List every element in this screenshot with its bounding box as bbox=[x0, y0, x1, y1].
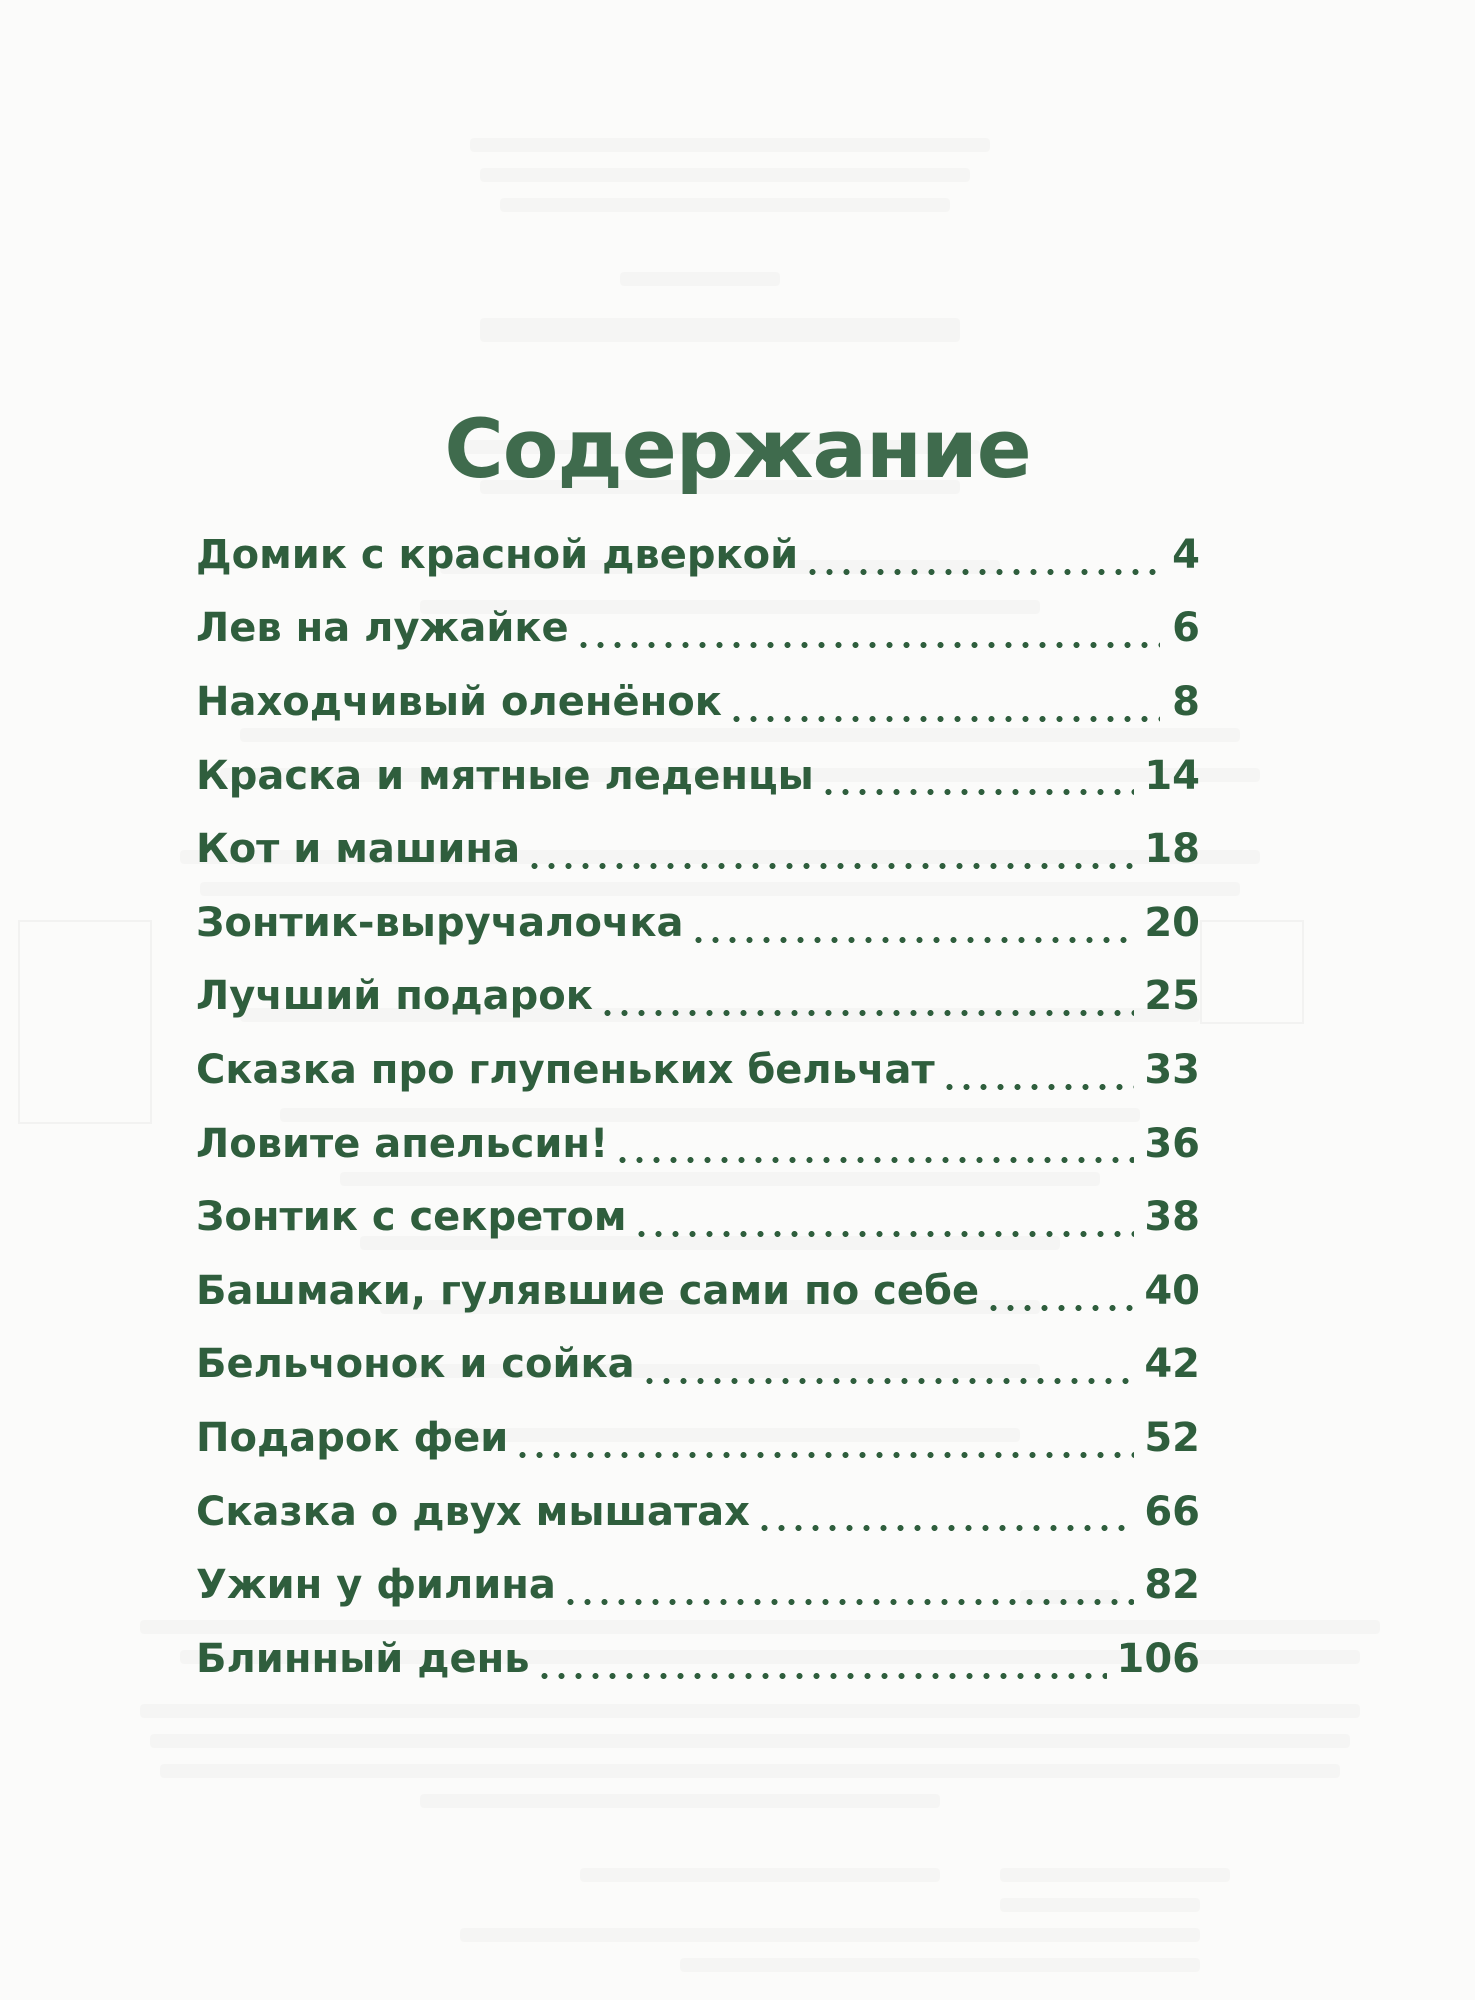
toc-entry-page: 6 bbox=[1172, 605, 1200, 652]
toc-leader-dots bbox=[941, 1061, 1135, 1091]
toc-entry bbox=[196, 1180, 1200, 1254]
toc-entry-page: 52 bbox=[1144, 1414, 1200, 1461]
toc-entry-title: Бельчонок и сойка bbox=[196, 1341, 635, 1388]
toc-entry-title: Ужин у филина bbox=[196, 1562, 556, 1609]
toc-leader-dots bbox=[641, 1355, 1135, 1385]
toc-entry bbox=[196, 1622, 1200, 1696]
toc-entry bbox=[196, 739, 1200, 813]
toc-entry-page: 8 bbox=[1172, 678, 1200, 725]
toc-entry-page: 106 bbox=[1116, 1635, 1200, 1682]
toc-entry-page: 4 bbox=[1172, 531, 1200, 578]
toc-leader-dots bbox=[562, 1576, 1134, 1606]
toc-entry bbox=[196, 1475, 1200, 1549]
toc-entry-title: Кот и машина bbox=[196, 826, 521, 873]
toc-entry bbox=[196, 592, 1200, 666]
toc-entry-title: Сказка о двух мышатах bbox=[196, 1488, 750, 1535]
toc-entry-page: 20 bbox=[1144, 899, 1200, 946]
toc-leader-dots bbox=[985, 1282, 1134, 1312]
toc-entry-title: Краска и мятные леденцы bbox=[196, 752, 814, 799]
toc-entry-page: 33 bbox=[1144, 1046, 1200, 1093]
toc-entry-page: 14 bbox=[1144, 752, 1200, 799]
toc-entry bbox=[196, 812, 1200, 886]
toc-entry-title: Подарок феи bbox=[196, 1414, 509, 1461]
toc-entry-page: 66 bbox=[1144, 1488, 1200, 1535]
toc-entry bbox=[196, 1548, 1200, 1622]
toc-entry bbox=[196, 1254, 1200, 1328]
toc-leader-dots bbox=[820, 766, 1135, 796]
toc-leader-dots bbox=[804, 546, 1160, 576]
toc-entry-page: 25 bbox=[1144, 973, 1200, 1020]
toc-leader-dots bbox=[614, 1134, 1134, 1164]
toc-entry bbox=[196, 1328, 1200, 1402]
toc-entry bbox=[196, 518, 1200, 592]
toc-leader-dots bbox=[575, 619, 1160, 649]
toc-entry bbox=[196, 1033, 1200, 1107]
toc-entry bbox=[196, 665, 1200, 739]
toc-entry bbox=[196, 960, 1200, 1034]
toc-entry-page: 38 bbox=[1144, 1194, 1200, 1241]
toc-entry-page: 82 bbox=[1144, 1562, 1200, 1609]
toc-entry bbox=[196, 1107, 1200, 1181]
toc-entry-title: Лев на лужайке bbox=[196, 605, 569, 652]
toc-leader-dots bbox=[514, 1429, 1134, 1459]
toc-entry-page: 18 bbox=[1144, 826, 1200, 873]
toc-leader-dots bbox=[756, 1502, 1134, 1532]
toc-leader-dots bbox=[599, 987, 1134, 1017]
toc-entry-title: Сказка про глупеньких бельчат bbox=[196, 1046, 935, 1093]
page-title: Содержание bbox=[444, 403, 1031, 498]
toc-entry-title: Домик с красной дверкой bbox=[196, 531, 799, 578]
toc-entry-title: Находчивый оленёнок bbox=[196, 678, 722, 725]
toc-entry-title: Ловите апельсин! bbox=[196, 1120, 609, 1167]
toc-entry-page: 40 bbox=[1144, 1267, 1200, 1314]
toc-leader-dots bbox=[633, 1208, 1135, 1238]
toc-entry-title: Блинный день bbox=[196, 1635, 530, 1682]
toc-entry-title: Лучший подарок bbox=[196, 973, 593, 1020]
toc-entry-page: 42 bbox=[1144, 1341, 1200, 1388]
toc-entry-title: Зонтик с секретом bbox=[196, 1194, 627, 1241]
toc-leader-dots bbox=[690, 914, 1135, 944]
toc-leader-dots bbox=[526, 840, 1134, 870]
toc-leader-dots bbox=[728, 693, 1160, 723]
toc-entry-title: Башмаки, гулявшие сами по себе bbox=[196, 1267, 980, 1314]
toc-leader-dots bbox=[536, 1650, 1107, 1680]
toc-entry-title: Зонтик-выручалочка bbox=[196, 899, 684, 946]
toc-entry bbox=[196, 1401, 1200, 1475]
toc-entry bbox=[196, 886, 1200, 960]
toc-entry-page: 36 bbox=[1144, 1120, 1200, 1167]
table-of-contents bbox=[196, 518, 1200, 1696]
